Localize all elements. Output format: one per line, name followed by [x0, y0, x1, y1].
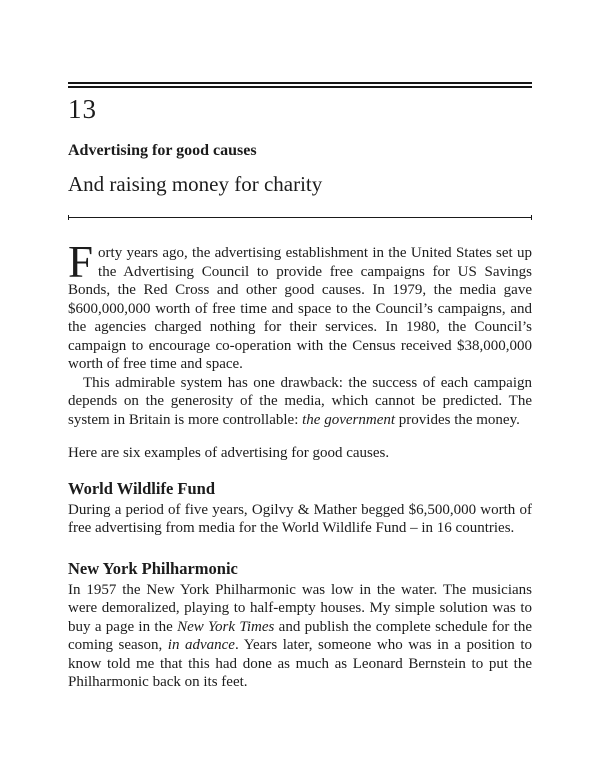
- examples-intro-paragraph: Here are six examples of advertising for good causes.: [68, 445, 390, 461]
- section-body-world-wildlife-fund: During a period of five years, Ogilvy & Mather begged $6,500,000 worth of free advertising from media for the World Wildlife Fund – in 16 countries.: [68, 501, 532, 536]
- intro-paragraph: [68, 237, 532, 374]
- section-body-new-york-philharmonic: In 1957 the New York Philharmonic was low in the water. The musicians were demoralized, playing to half-empty houses. My simple solution was to buy a page in the New York Times and publish the complete schedule for the coming season, in advance. Years later, someone who was in a position to know told me that this had done as much as Leonard Bernstein to put the Philharmonic back on its feet.: [68, 581, 533, 690]
- intro-paragraph-text: orty years ago, the advertising establishment in the United States set up the Advertising Council to provide free campaigns for US Savings Bonds, the Red Cross and other good causes. In 1979, the media gave $600,000,000 worth of free time and space to the Council’s campaigns, and the agencies charged nothing for their services. In 1980, the Council’s campaign to encourage co-operation with the Census received $38,000,000 worth of free time and space.: [68, 245, 532, 372]
- section-heading-new-york-philharmonic: New York Philharmonic: [68, 558, 238, 578]
- section-heading-world-wildlife-fund: World Wildlife Fund: [68, 478, 216, 498]
- body-text-block: [68, 237, 533, 692]
- chapter-top-rule: [68, 82, 532, 88]
- drawback-paragraph: This admirable system has one drawback: the success of each campaign depends on the generosity of the media, which cannot be predicted. The system in Britain is more controllable: the government provides the money.: [68, 374, 532, 428]
- header-divider-rule: [68, 217, 532, 218]
- drop-cap: F: [68, 237, 94, 287]
- page-content: [68, 82, 532, 692]
- chapter-number: 13: [68, 94, 97, 124]
- chapter-title: Advertising for good causes: [68, 142, 257, 159]
- chapter-subtitle: And raising money for charity: [68, 172, 323, 196]
